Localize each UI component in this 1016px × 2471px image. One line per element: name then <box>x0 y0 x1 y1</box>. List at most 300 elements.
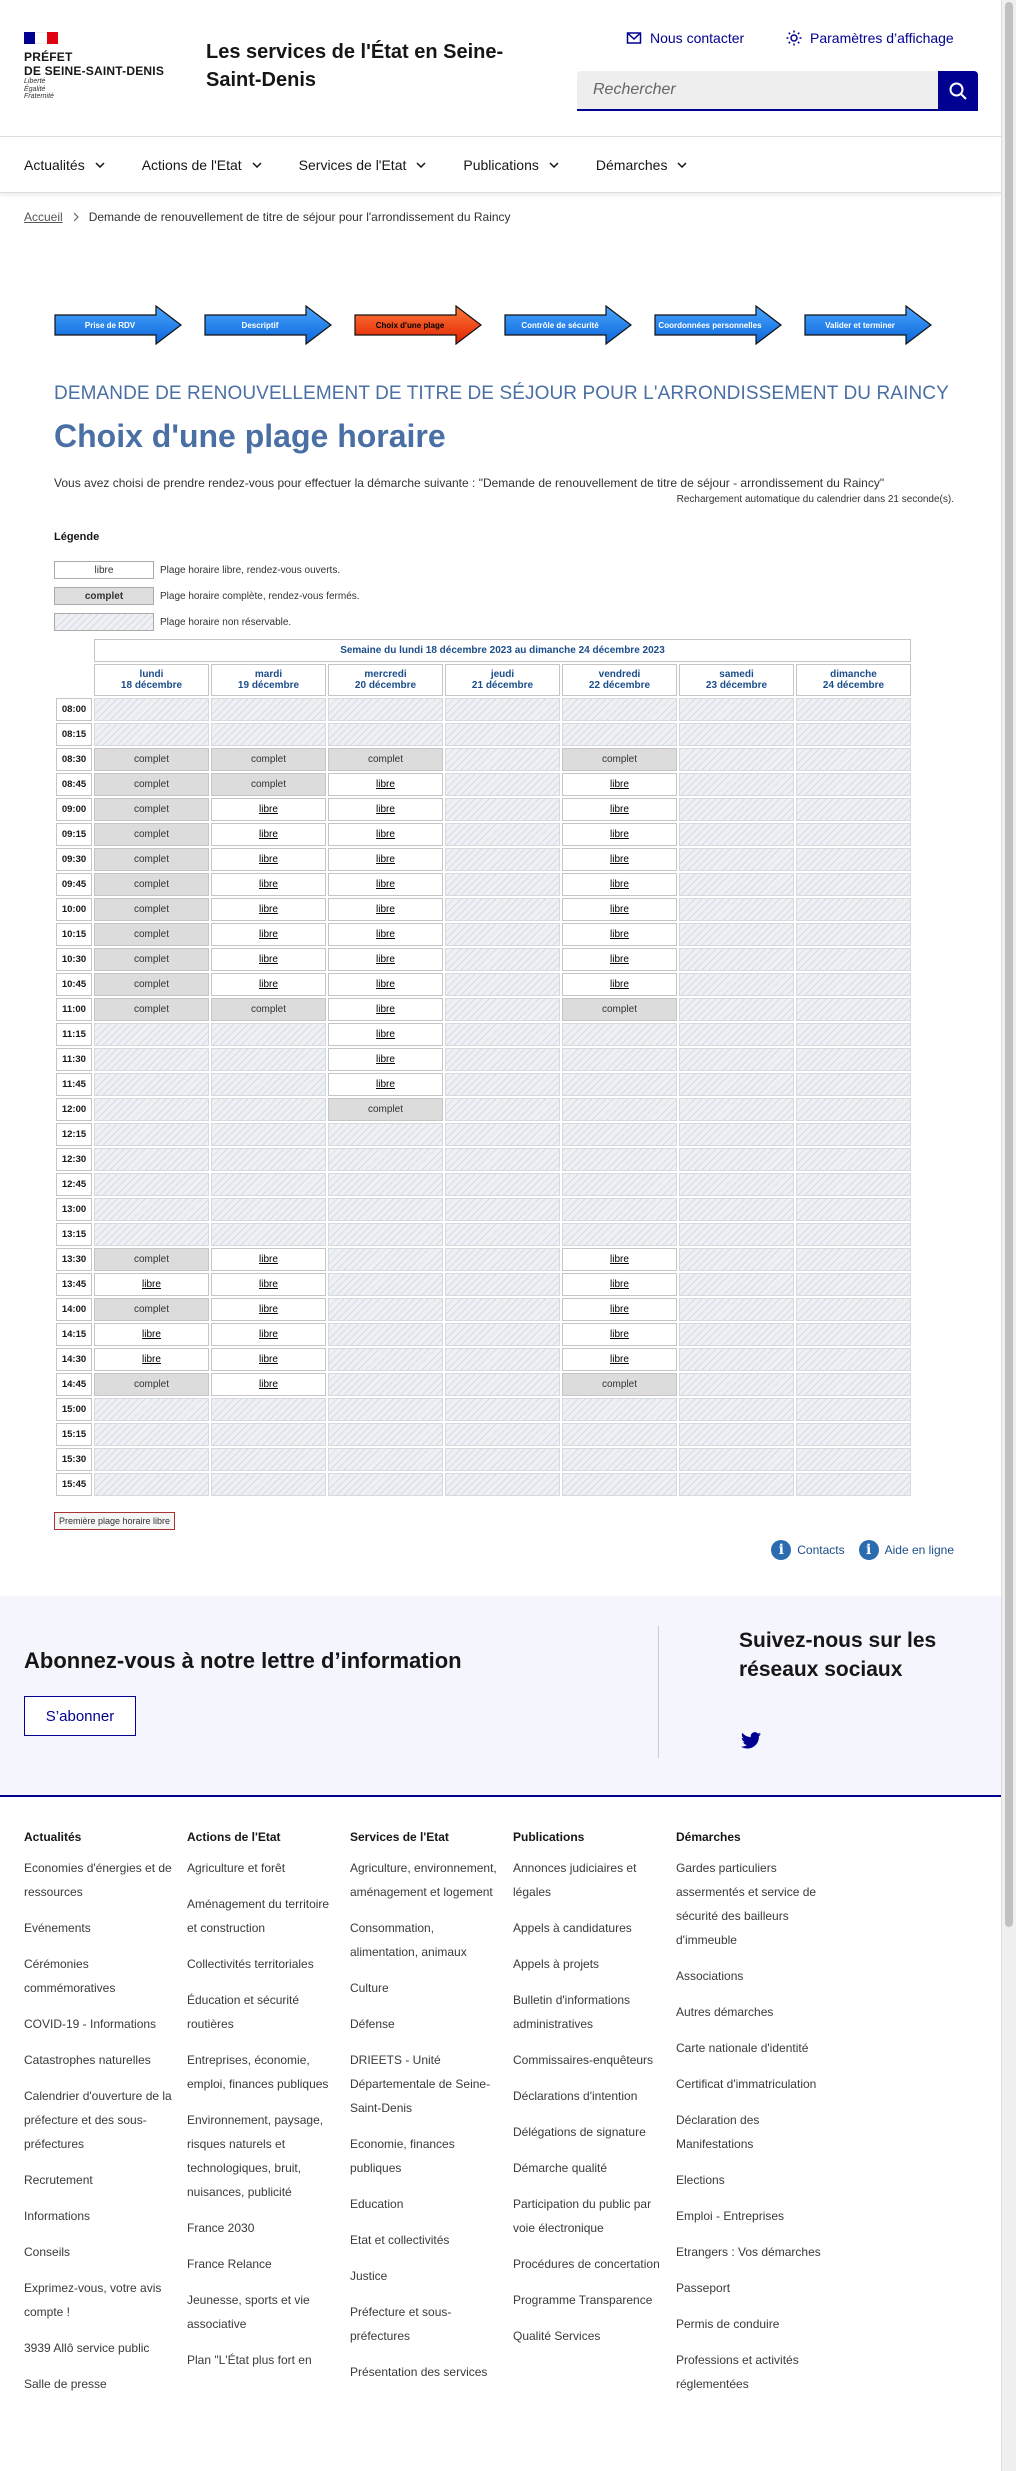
footer-link[interactable]: Déclaration des Manifestations <box>676 2113 760 2151</box>
footer-link[interactable]: Economies d'énergies et de ressources <box>24 1861 172 1899</box>
calendar-row <box>56 873 911 896</box>
slot-free[interactable] <box>328 798 443 821</box>
slot-unavailable <box>445 1098 560 1121</box>
slot-free[interactable] <box>328 873 443 896</box>
footer-link[interactable]: Appels à projets <box>513 1957 600 1971</box>
prefect-logo-text[interactable] <box>24 50 164 78</box>
slot-free[interactable] <box>211 973 326 996</box>
nav-item-services-etat[interactable] <box>299 137 464 192</box>
slot-unavailable <box>445 1248 560 1271</box>
calendar-row <box>56 748 911 771</box>
slot-unavailable <box>94 1173 209 1196</box>
slot-time: 08:00 <box>56 698 92 721</box>
slot-full: complet <box>562 748 677 771</box>
slot-unavailable <box>445 1173 560 1196</box>
footer-link[interactable]: Catastrophes naturelles <box>24 2053 151 2067</box>
footer-link[interactable]: France 2030 <box>187 2221 255 2235</box>
step-label: Coordonnées personnelles <box>658 320 762 330</box>
slot-unavailable <box>328 1348 443 1371</box>
footer-link[interactable]: Agriculture, environnement, aménagement et logement <box>350 1861 497 1899</box>
slot-unavailable <box>445 698 560 721</box>
slot-unavailable <box>445 1148 560 1171</box>
footer-link[interactable]: Conseils <box>24 2245 71 2259</box>
slot-free-link[interactable]: libre <box>376 879 395 890</box>
slot-unavailable <box>796 898 911 921</box>
slot-free-link[interactable]: libre <box>376 1004 395 1015</box>
breadcrumb-current: Demande de renouvellement de titre de séjour pour l'arrondissement du Raincy <box>88 210 511 224</box>
slot-free-link[interactable]: libre <box>610 1279 629 1290</box>
slot-unavailable <box>94 1098 209 1121</box>
slot-unavailable <box>796 1348 911 1371</box>
calendar-row <box>56 1123 911 1146</box>
footer-link[interactable]: Bulletin d'informations administratives <box>513 1993 631 2031</box>
slot-unavailable <box>679 1423 794 1446</box>
slot-unavailable <box>328 1173 443 1196</box>
day-date: 18 décembre <box>120 680 183 691</box>
online-help-link[interactable] <box>859 1540 954 1560</box>
devise <box>24 78 54 101</box>
search-placeholder: Rechercher <box>593 81 676 98</box>
slot-unavailable <box>679 823 794 846</box>
legend-full <box>54 587 360 605</box>
reload-countdown: Rechargement automatique du calendrier dans 21 seconde(s). <box>676 494 954 505</box>
calendar-row <box>56 1048 911 1071</box>
first-free-slot-button[interactable]: Première plage horaire libre <box>54 1512 175 1530</box>
slot-free-link[interactable]: libre <box>259 1254 278 1265</box>
slot-free-link[interactable]: libre <box>376 804 395 815</box>
slot-unavailable <box>679 1398 794 1421</box>
page-scrollbar[interactable] <box>1001 0 1016 2471</box>
footer-link[interactable]: Jeunesse, sports et vie associative <box>187 2293 310 2331</box>
footer-link[interactable]: Délégations de signature <box>513 2125 646 2139</box>
slot-free[interactable] <box>211 1348 326 1371</box>
footer-column-title: Services de l'Etat <box>350 1830 449 1844</box>
footer-link[interactable]: COVID-19 - Informations <box>24 2017 157 2031</box>
slot-unavailable <box>211 1223 326 1246</box>
slot-unavailable <box>796 973 911 996</box>
search-button[interactable] <box>938 71 978 111</box>
slot-full: complet <box>94 1373 209 1396</box>
calendar-row <box>56 923 911 946</box>
slot-unavailable <box>445 1448 560 1471</box>
slot-free[interactable] <box>211 1273 326 1296</box>
slot-unavailable <box>679 1298 794 1321</box>
slot-free[interactable] <box>328 848 443 871</box>
slot-free[interactable] <box>211 1298 326 1321</box>
sun-icon <box>786 30 802 46</box>
footer-link[interactable]: Préfecture et sous-préfectures <box>350 2305 452 2343</box>
slot-free[interactable] <box>562 1248 677 1271</box>
slot-unavailable <box>328 1473 443 1496</box>
slot-unavailable <box>445 1023 560 1046</box>
slot-unavailable <box>94 1448 209 1471</box>
slot-time: 11:30 <box>56 1048 92 1071</box>
site-title[interactable]: Les services de l'État en Seine-Saint-Denis <box>206 41 504 91</box>
slot-unavailable <box>562 1173 677 1196</box>
slot-free[interactable] <box>328 898 443 921</box>
footer-link[interactable]: Environnement, paysage, risques naturels et technologiques, bruit, nuisances, publicité <box>187 2113 324 2199</box>
slot-free-link[interactable]: libre <box>259 1329 278 1340</box>
slot-free-link[interactable]: libre <box>610 1329 629 1340</box>
slot-free-link[interactable]: libre <box>376 1079 395 1090</box>
slot-time: 15:45 <box>56 1473 92 1496</box>
newsletter-divider <box>658 1626 659 1758</box>
slot-time: 13:30 <box>56 1248 92 1271</box>
footer-link[interactable]: Démarche qualité <box>513 2161 608 2175</box>
slot-unavailable <box>445 898 560 921</box>
nav-item-actualites[interactable] <box>24 137 142 192</box>
slot-free-link[interactable]: libre <box>610 1304 629 1315</box>
footer-link[interactable]: Calendrier d'ouverture de la préfecture et des sous-préfectures <box>24 2089 172 2151</box>
slot-free-link[interactable]: libre <box>259 854 278 865</box>
step-label: Descriptif <box>241 320 279 330</box>
slot-free-link[interactable]: libre <box>142 1329 161 1340</box>
slot-unavailable <box>328 1323 443 1346</box>
site-footer <box>24 1830 1001 2408</box>
slot-unavailable <box>796 1448 911 1471</box>
calendar-row <box>56 1023 911 1046</box>
day-name: jeudi <box>490 669 515 680</box>
slot-unavailable <box>211 1448 326 1471</box>
slot-free[interactable] <box>94 1348 209 1371</box>
slot-free[interactable] <box>94 1273 209 1296</box>
footer-link[interactable]: Annonces judiciaires et légales <box>513 1861 637 1899</box>
slot-free-link[interactable]: libre <box>376 779 395 790</box>
slot-unavailable <box>328 1198 443 1221</box>
slot-free-link[interactable]: libre <box>259 829 278 840</box>
slot-time: 15:15 <box>56 1423 92 1446</box>
slot-free-link[interactable]: libre <box>259 879 278 890</box>
contact-label: Nous contacter <box>650 30 745 46</box>
slot-free-link[interactable]: libre <box>376 954 395 965</box>
slot-free[interactable] <box>211 848 326 871</box>
calendar-row <box>56 973 911 996</box>
step-1 <box>54 305 182 345</box>
slot-free[interactable] <box>562 1348 677 1371</box>
slot-unavailable <box>796 873 911 896</box>
calendar-row <box>56 1448 911 1471</box>
calendar-row <box>56 1273 911 1296</box>
footer-link[interactable]: Salle de presse <box>24 2377 107 2391</box>
slot-unavailable <box>679 898 794 921</box>
slot-unavailable <box>562 1473 677 1496</box>
slot-unavailable <box>211 1123 326 1146</box>
slot-unavailable <box>562 723 677 746</box>
footer-link[interactable]: Défense <box>350 2017 395 2031</box>
slot-free[interactable] <box>211 1323 326 1346</box>
footer-link[interactable]: Éducation et sécurité routières <box>187 1993 300 2031</box>
slot-unavailable <box>211 1398 326 1421</box>
slot-free-link[interactable]: libre <box>142 1279 161 1290</box>
mail-icon <box>626 31 642 45</box>
slot-unavailable <box>445 1048 560 1071</box>
footer-link[interactable]: Entreprises, économie, emploi, finances publiques <box>187 2053 329 2091</box>
slot-free-link[interactable]: libre <box>610 854 629 865</box>
slot-time: 12:00 <box>56 1098 92 1121</box>
footer-link[interactable]: Associations <box>676 1969 744 1983</box>
slot-unavailable <box>796 923 911 946</box>
slot-unavailable <box>679 973 794 996</box>
slot-unavailable <box>328 1223 443 1246</box>
slot-unavailable <box>796 1298 911 1321</box>
footer-link[interactable]: Procédures de concertation <box>513 2257 660 2271</box>
slot-free-link[interactable]: libre <box>610 829 629 840</box>
slot-free-link[interactable]: libre <box>610 954 629 965</box>
slot-free[interactable] <box>328 823 443 846</box>
scrollbar-thumb[interactable] <box>1005 2 1013 1927</box>
footer-link[interactable]: Collectivités territoriales <box>187 1957 314 1971</box>
slot-free[interactable] <box>211 948 326 971</box>
footer-link[interactable]: Qualité Services <box>513 2329 601 2343</box>
footer-link[interactable]: Informations <box>24 2209 91 2223</box>
newsletter-title: Abonnez-vous à notre lettre d’information <box>24 1648 462 1673</box>
devise-line: Fraternité <box>24 93 54 100</box>
slot-free-link[interactable]: libre <box>376 1029 395 1040</box>
slot-free[interactable] <box>328 998 443 1021</box>
footer-link[interactable]: Certificat d'immatriculation <box>676 2077 817 2091</box>
footer-link[interactable]: Aménagement du territoire et construction <box>187 1897 330 1935</box>
footer-link[interactable]: Economie, finances publiques <box>350 2137 455 2175</box>
slot-free[interactable] <box>211 823 326 846</box>
footer-link[interactable]: Appels à candidatures <box>513 1921 632 1935</box>
slot-free-link[interactable]: libre <box>259 1279 278 1290</box>
slot-free[interactable] <box>328 773 443 796</box>
online-help-label: Aide en ligne <box>884 1543 954 1557</box>
slot-free[interactable] <box>328 948 443 971</box>
slot-free-link[interactable]: libre <box>376 979 395 990</box>
footer-link[interactable]: Culture <box>350 1981 389 1995</box>
calendar-week-label: Semaine du lundi 18 décembre 2023 au dimanche 24 décembre 2023 <box>94 639 911 662</box>
day-date: 21 décembre <box>471 680 534 691</box>
slot-free-link[interactable]: libre <box>259 1304 278 1315</box>
footer-link[interactable]: Consommation, alimentation, animaux <box>350 1921 467 1959</box>
slot-unavailable <box>679 848 794 871</box>
slot-free-link[interactable]: libre <box>259 904 278 915</box>
legend-unavailable-text: Plage horaire non réservable. <box>160 616 292 628</box>
slot-free[interactable] <box>211 1248 326 1271</box>
footer-link[interactable]: Education <box>350 2197 404 2211</box>
footer-link[interactable]: Cérémonies commémoratives <box>24 1957 116 1995</box>
slot-full: complet <box>94 998 209 1021</box>
slot-free-link[interactable]: libre <box>610 1354 629 1365</box>
footer-link[interactable]: Emploi - Entreprises <box>676 2209 785 2223</box>
breadcrumb <box>24 210 511 224</box>
day-name: lundi <box>139 669 164 680</box>
prefect-line-2: DE SEINE-SAINT-DENIS <box>24 64 165 78</box>
slot-free-link[interactable]: libre <box>376 904 395 915</box>
slot-free[interactable] <box>562 973 677 996</box>
slot-unavailable <box>562 1023 677 1046</box>
footer-link[interactable]: Recrutement <box>24 2173 93 2187</box>
slot-unavailable <box>679 1473 794 1496</box>
slot-unavailable <box>679 1198 794 1221</box>
slot-free[interactable] <box>562 948 677 971</box>
slot-free[interactable] <box>211 873 326 896</box>
slot-free-link[interactable]: libre <box>376 829 395 840</box>
slot-time: 11:45 <box>56 1073 92 1096</box>
slot-free-link[interactable]: libre <box>610 879 629 890</box>
step-2 <box>204 305 332 345</box>
footer-link[interactable]: Carte nationale d'identité <box>676 2041 809 2055</box>
footer-link[interactable]: Commissaires-enquêteurs <box>513 2053 654 2067</box>
slot-unavailable <box>796 723 911 746</box>
slot-unavailable <box>796 1098 911 1121</box>
slot-free[interactable] <box>328 923 443 946</box>
slot-full: complet <box>94 823 209 846</box>
slot-full: complet <box>94 1298 209 1321</box>
slot-unavailable <box>445 948 560 971</box>
slot-unavailable <box>211 1148 326 1171</box>
slot-free-link[interactable]: libre <box>610 1254 629 1265</box>
slot-free[interactable] <box>562 873 677 896</box>
footer-link[interactable]: 3939 Allô service public <box>24 2341 150 2355</box>
footer-link[interactable]: Autres démarches <box>676 2005 774 2019</box>
slot-free[interactable] <box>562 923 677 946</box>
slot-unavailable <box>445 973 560 996</box>
nav-item-demarches[interactable] <box>596 137 712 192</box>
slot-free-link[interactable]: libre <box>259 1354 278 1365</box>
slot-unavailable <box>562 1048 677 1071</box>
slot-free[interactable] <box>328 1073 443 1096</box>
calendar-row <box>56 998 911 1021</box>
slot-unavailable <box>211 723 326 746</box>
slot-unavailable <box>94 1223 209 1246</box>
nav-label: Actualités <box>24 156 85 173</box>
slot-time: 08:45 <box>56 773 92 796</box>
main-navigation <box>0 137 1001 193</box>
footer-link[interactable]: Professions et activités réglementées <box>676 2353 799 2391</box>
slot-unavailable <box>328 1373 443 1396</box>
footer-link[interactable]: Etat et collectivités <box>350 2233 450 2247</box>
slot-unavailable <box>679 1148 794 1171</box>
slot-free[interactable] <box>562 1298 677 1321</box>
slot-unavailable <box>796 998 911 1021</box>
slot-free-link[interactable]: libre <box>259 1379 278 1390</box>
footer-link[interactable]: Justice <box>350 2269 388 2283</box>
legend-free <box>54 561 340 579</box>
subscribe-button[interactable]: S’abonner <box>24 1696 136 1736</box>
search-input[interactable] <box>577 71 938 111</box>
slot-time: 13:00 <box>56 1198 92 1221</box>
slot-free-link[interactable]: libre <box>259 954 278 965</box>
legend-title: Légende <box>54 531 100 543</box>
footer-link[interactable]: Déclarations d'intention <box>513 2089 638 2103</box>
slot-free[interactable] <box>562 798 677 821</box>
slot-unavailable <box>796 1398 911 1421</box>
slot-unavailable <box>679 698 794 721</box>
footer-link[interactable]: Participation du public par voie électronique <box>513 2197 652 2235</box>
slot-free[interactable] <box>562 773 677 796</box>
slot-free-link[interactable]: libre <box>142 1354 161 1365</box>
slot-full: complet <box>562 998 677 1021</box>
slot-free-link[interactable]: libre <box>259 929 278 940</box>
devise-line: Liberté <box>24 78 46 85</box>
calendar-row <box>56 1323 911 1346</box>
nav-item-publications[interactable] <box>463 137 596 192</box>
footer-link[interactable]: Agriculture et forêt <box>187 1861 286 1875</box>
slot-free[interactable] <box>562 1273 677 1296</box>
day-name: dimanche <box>830 669 877 680</box>
footer-link[interactable]: Elections <box>676 2173 725 2187</box>
slot-time: 11:00 <box>56 998 92 1021</box>
calendar-row <box>56 1148 911 1171</box>
slot-free[interactable] <box>328 1023 443 1046</box>
slot-time: 14:45 <box>56 1373 92 1396</box>
slot-free-link[interactable]: libre <box>259 979 278 990</box>
footer-link[interactable]: Etrangers : Vos démarches <box>676 2245 821 2259</box>
nav-item-actions-etat[interactable] <box>142 137 299 192</box>
slot-unavailable <box>679 1173 794 1196</box>
slot-free-link[interactable]: libre <box>610 779 629 790</box>
slot-free[interactable] <box>211 923 326 946</box>
slot-unavailable <box>679 798 794 821</box>
slot-free[interactable] <box>211 898 326 921</box>
footer-link[interactable]: Présentation des services <box>350 2365 488 2379</box>
footer-link[interactable]: Evénements <box>24 1921 91 1935</box>
slot-free-link[interactable]: libre <box>376 929 395 940</box>
slot-unavailable <box>211 1073 326 1096</box>
calendar-row <box>56 773 911 796</box>
footer-link[interactable]: Gardes particuliers assermentés et service de sécurité des bailleurs d'immeuble <box>676 1861 817 1947</box>
calendar-row <box>56 1248 911 1271</box>
slot-free[interactable] <box>562 1323 677 1346</box>
slot-free[interactable] <box>562 898 677 921</box>
contacts-link[interactable] <box>771 1540 844 1560</box>
slot-unavailable <box>211 1198 326 1221</box>
slot-free-link[interactable]: libre <box>610 929 629 940</box>
slot-unavailable <box>562 1198 677 1221</box>
slot-time: 14:30 <box>56 1348 92 1371</box>
slot-unavailable <box>796 748 911 771</box>
slot-unavailable <box>328 1298 443 1321</box>
footer-link[interactable]: DRIEETS - Unité Départementale de Seine-Saint-Denis <box>350 2053 491 2115</box>
slot-free[interactable] <box>328 973 443 996</box>
slot-time: 12:45 <box>56 1173 92 1196</box>
slot-free-link[interactable]: libre <box>610 979 629 990</box>
footer-link[interactable]: Permis de conduire <box>676 2317 780 2331</box>
slot-free-link[interactable]: libre <box>376 1054 395 1065</box>
slot-unavailable <box>796 1323 911 1346</box>
footer-link[interactable]: Programme Transparence <box>513 2293 653 2307</box>
footer-link[interactable]: Plan "L'État plus fort en <box>187 2353 312 2367</box>
contact-link[interactable] <box>626 30 744 46</box>
twitter-icon[interactable] <box>741 1732 761 1749</box>
footer-column <box>350 1830 513 2408</box>
slot-free-link[interactable]: libre <box>610 904 629 915</box>
day-date: 19 décembre <box>237 680 300 691</box>
slot-free[interactable] <box>94 1323 209 1346</box>
slot-free-link[interactable]: libre <box>376 854 395 865</box>
breadcrumb-home-link[interactable]: Accueil <box>24 210 63 224</box>
display-settings-link[interactable] <box>786 30 954 46</box>
slot-free-link[interactable]: libre <box>259 804 278 815</box>
slot-free[interactable] <box>211 798 326 821</box>
slot-free-link[interactable]: libre <box>610 804 629 815</box>
slot-full: complet <box>94 1248 209 1271</box>
day-name: mardi <box>254 669 283 680</box>
footer-column <box>513 1830 676 2408</box>
footer-link[interactable]: Passeport <box>676 2281 731 2295</box>
slot-free[interactable] <box>211 1373 326 1396</box>
slot-free[interactable] <box>328 1048 443 1071</box>
footer-link[interactable]: France Relance <box>187 2257 272 2271</box>
slot-unavailable <box>328 1398 443 1421</box>
procedure-title: DEMANDE DE RENOUVELLEMENT DE TITRE DE SÉJOUR POUR L'ARRONDISSEMENT DU RAINCY <box>54 383 949 404</box>
legend-free-box: libre <box>54 561 154 579</box>
footer-link[interactable]: Exprimez-vous, votre avis compte ! <box>24 2281 162 2319</box>
slot-free[interactable] <box>562 848 677 871</box>
slot-free[interactable] <box>562 823 677 846</box>
